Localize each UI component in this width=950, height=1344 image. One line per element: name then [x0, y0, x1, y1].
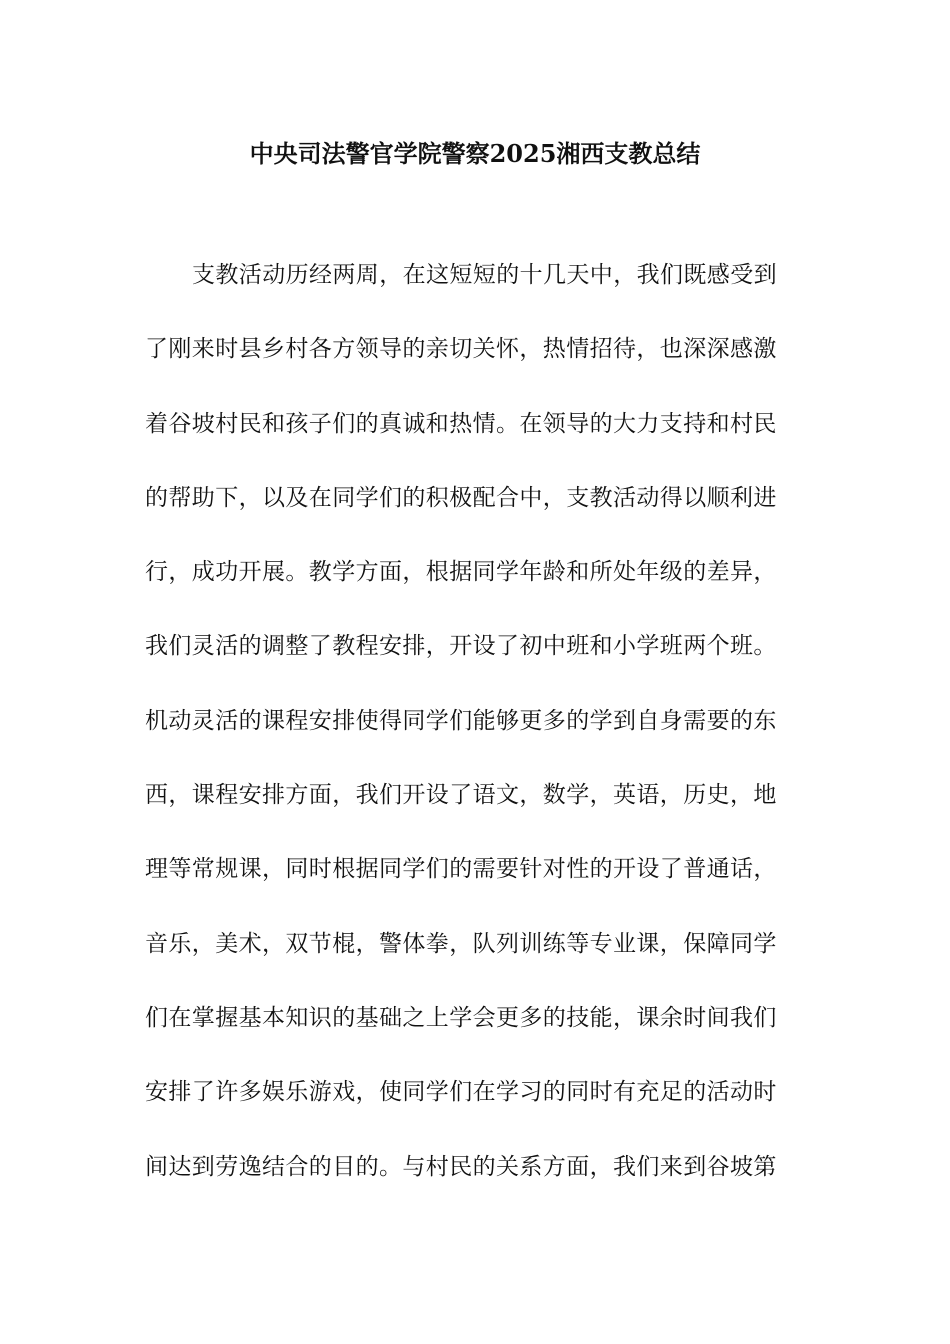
- body-line: 理等常规课，同时根据同学们的需要针对性的开设了普通话，: [145, 856, 777, 883]
- body-line: 机动灵活的课程安排使得同学们能够更多的学到自身需要的东: [145, 707, 777, 734]
- document-body: [145, 255, 815, 1221]
- document-title: 中央司法警官学院警察2025湘西支教总结: [249, 139, 701, 168]
- body-line: 支教活动历经两周，在这短短的十几天中，我们既感受到: [192, 262, 777, 288]
- body-line: 我们灵活的调整了教程安排，开设了初中班和小学班两个班。: [145, 633, 777, 660]
- body-line: 安排了许多娱乐游戏，使同学们在学习的同时有充足的活动时: [145, 1079, 777, 1106]
- body-line: 音乐，美术，双节棍，警体拳，队列训练等专业课，保障同学: [145, 930, 777, 957]
- body-line: 西，课程安排方面，我们开设了语文，数学，英语，历史，地: [145, 782, 777, 809]
- body-line: 了刚来时县乡村各方领导的亲切关怀，热情招待，也深深感激: [145, 336, 777, 363]
- body-line: 们在掌握基本知识的基础之上学会更多的技能，课余时间我们: [145, 1004, 777, 1031]
- body-line: 间达到劳逸结合的目的。与村民的关系方面，我们来到谷坡第: [145, 1153, 777, 1180]
- body-line: 着谷坡村民和孩子们的真诚和热情。在领导的大力支持和村民: [145, 410, 777, 437]
- body-line: 行，成功开展。教学方面，根据同学年龄和所处年级的差异，: [145, 559, 777, 586]
- body-line: 的帮助下，以及在同学们的积极配合中，支教活动得以顺利进: [145, 484, 777, 511]
